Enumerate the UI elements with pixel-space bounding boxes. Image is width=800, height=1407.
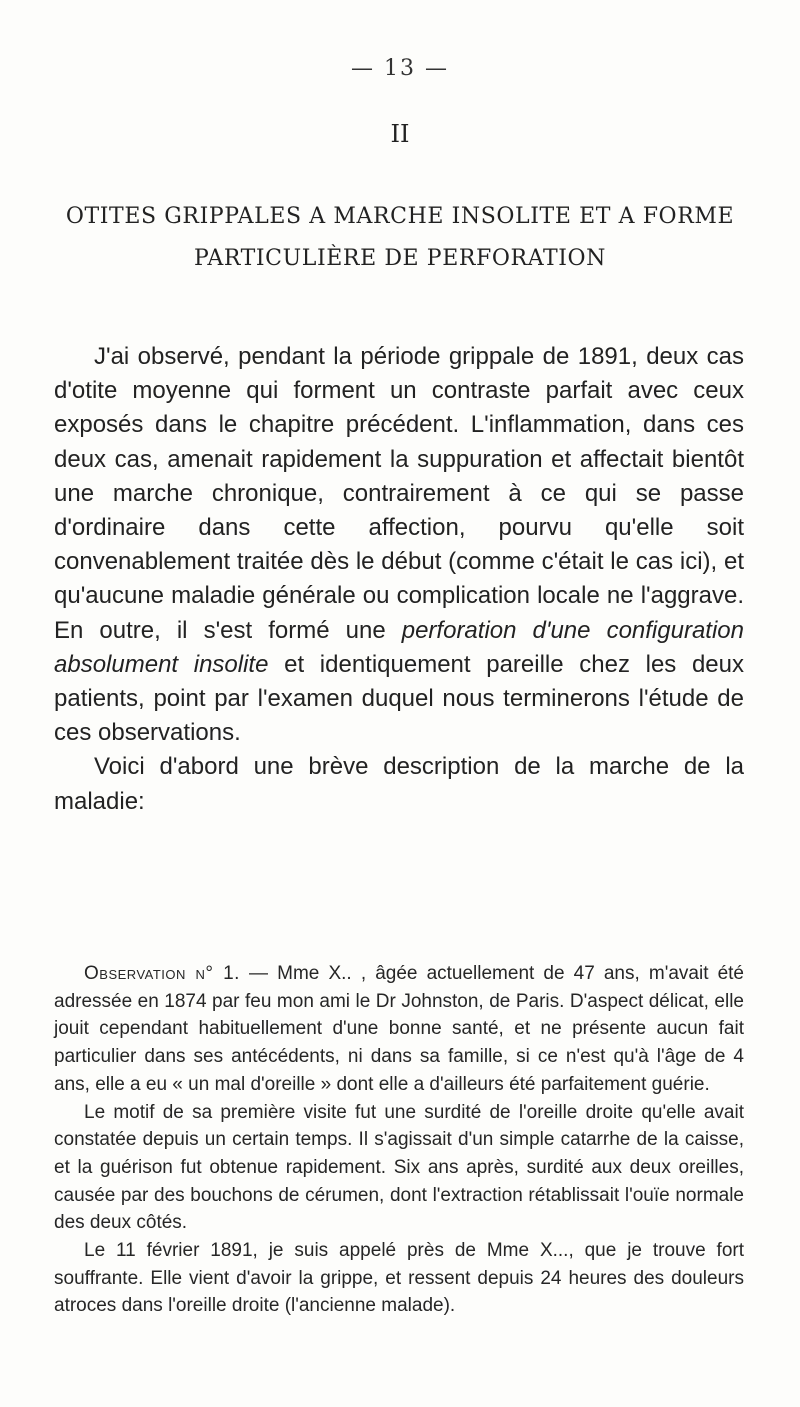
observation-label: Observation n° 1.	[84, 963, 240, 984]
observation-text	[54, 960, 744, 1320]
chapter-title-line-1: OTITES GRIPPALES A MARCHE INSOLITE ET A FORME	[65, 204, 735, 229]
intro-emphasis: perforation d'une configuration absolument insolite	[54, 616, 744, 678]
chapter-title-line-2: PARTICULIÈRE DE PERFORATION	[193, 246, 607, 271]
observation-paragraph-3: Le 11 février 1891, je suis appelé près de Mme X..., que je trouve fort souffrante. Elle vient d'avoir la grippe, et ressent depuis 24 heures des douleurs atroces dans l'oreille droite (l'ancienne malade).	[54, 1240, 744, 1317]
chapter-title	[60, 196, 740, 280]
observation-paragraph-1-rest: — Mme X.. , âgée actuellement de 47 ans, m'avait été adressée en 1874 par feu mon ami le Dr Johnston, de Paris. D'aspect délicat, elle jouit cependant habituellement d'une bonne santé, et ne présente aucun fait particulier dans ses antécédents, ni dans sa famille, si ce n'est qu'à l'âge de 4 ans, elle a eu « un mal d'oreille » dont elle a d'ailleurs été parfaitement guérie.	[54, 963, 744, 1095]
observation-paragraph-2: Le motif de sa première visite fut une surdité de l'oreille droite qu'elle avait constatée depuis un certain temps. Il s'agissait d'un simple catarrhe de la caisse, et la guérison fut obtenue rapidement. Six ans après, surdité aux deux oreilles, causée par des bouchons de cérumen, dont l'extraction rétablissait l'ouïe normale des deux côtés.	[54, 1101, 744, 1234]
intro-paragraph-2: Voici d'abord une brève description de la marche de la maladie:	[54, 753, 744, 815]
intro-paragraph-1-start: J'ai observé, pendant la période grippale de 1891, deux cas d'otite moyenne qui forment un contraste parfait avec ceux exposés dans le chapitre précédent. L'inflammation, dans ces deux cas, amenait rapidement la suppuration et affectait bientôt une marche chronique, contrairement à ce qui se passe d'ordinaire dans cette affection, pourvu qu'elle soit convenablement traitée dès le début (comme c'était le cas ici), et qu'aucune maladie générale ou complication locale ne l'aggrave. En outre, il s'est formé une	[54, 343, 744, 644]
section-number: II	[390, 120, 410, 148]
observation-paragraph-1	[54, 960, 744, 1099]
intro-paragraph-1-end: et identiquement pareille chez les deux patients, point par l'examen duquel nous terminerons l'étude de ces observations.	[54, 650, 745, 747]
intro-paragraph-1	[54, 340, 744, 750]
page-number: — 13 —	[351, 56, 449, 81]
intro-text	[54, 340, 744, 819]
